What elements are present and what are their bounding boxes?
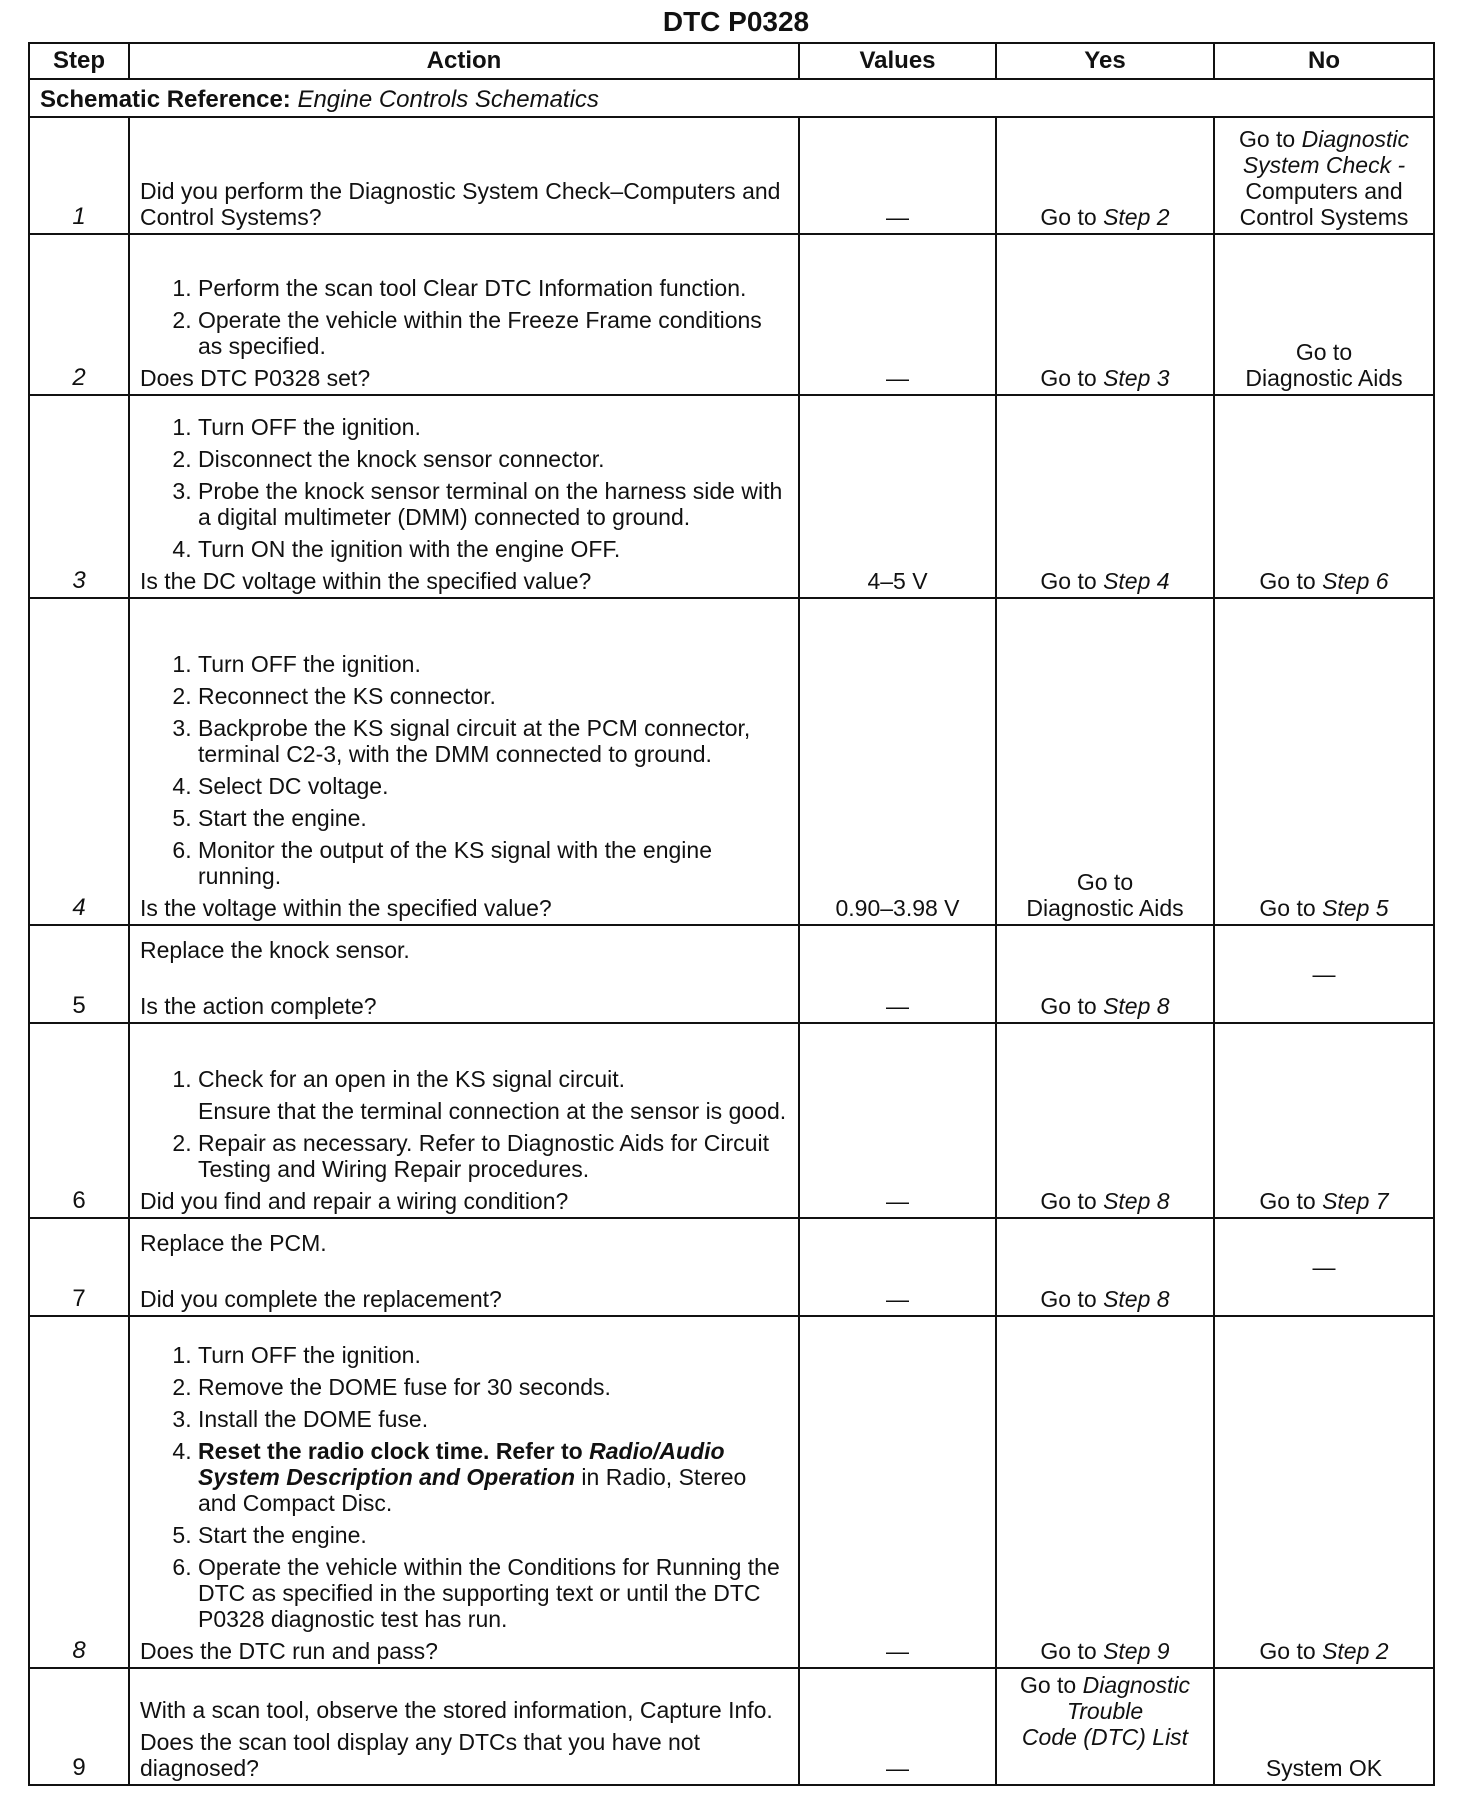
header-no: No <box>1214 43 1434 79</box>
action-list: 1. Turn OFF the ignition. 2. Disconnect the knock sensor connector. 3. Probe the knock sensor terminal on the harness side with a digital multimeter (DMM) connected to ground. 4. Turn ON the ignition with the engine OFF. <box>140 414 788 562</box>
yes-cell: Go to Step 8 <box>996 1218 1214 1316</box>
yes-cell: Go to Step 9 <box>996 1316 1214 1668</box>
question: Does the scan tool display any DTCs that you have not diagnosed? <box>140 1729 700 1781</box>
action-cell <box>129 925 799 1023</box>
yes-cell: Go to Step 8 <box>996 925 1214 1023</box>
table-row <box>29 234 1434 395</box>
no-cell: Go to Diagnostic Aids <box>1214 234 1434 395</box>
action-cell <box>129 117 799 234</box>
action-cell <box>129 598 799 925</box>
no-cell: Go to Step 6 <box>1214 395 1434 598</box>
question: Is the action complete? <box>140 993 377 1019</box>
step-number: 1 <box>29 117 129 234</box>
step-number: 6 <box>29 1023 129 1218</box>
action-list: 1. Turn OFF the ignition. 2. Remove the DOME fuse for 30 seconds. 3. Install the DOME fuse. 4. Reset the radio clock time. Refer to Radio/Audio System Description and Operation in Radio, Stereo and Compact Disc. 5. Start the engine. 6. Operate the vehicle within the Conditions for Running the DTC as specified in the supporting text or until the DTC P0328 diagnostic test has run. <box>140 1342 788 1632</box>
action-list: 1. Perform the scan tool Clear DTC Information function. 2. Operate the vehicle within the Freeze Frame conditions as specified. <box>140 275 788 359</box>
action-cell <box>129 1218 799 1316</box>
action-cell <box>129 1023 799 1218</box>
yes-cell: Go to Step 3 <box>996 234 1214 395</box>
no-cell: System OK <box>1214 1668 1434 1785</box>
step-number: 9 <box>29 1668 129 1785</box>
action-cell <box>129 1668 799 1785</box>
header-action: Action <box>129 43 799 79</box>
action-text: With a scan tool, observe the stored information, Capture Info. <box>140 1697 773 1723</box>
yes-cell: Go to Step 2 <box>996 117 1214 234</box>
no-cell: Go to Step 5 <box>1214 598 1434 925</box>
page-title: DTC P0328 <box>662 6 810 37</box>
question: Does the DTC run and pass? <box>140 1638 438 1664</box>
step-number: 3 <box>29 395 129 598</box>
table-row <box>29 1218 1434 1316</box>
table-row <box>29 1316 1434 1668</box>
header-row <box>29 43 1434 79</box>
table-row <box>29 1023 1434 1218</box>
question: Is the voltage within the specified value? <box>140 895 552 921</box>
step-number: 5 <box>29 925 129 1023</box>
table-row <box>29 925 1434 1023</box>
question: Did you find and repair a wiring condition? <box>140 1188 569 1214</box>
action-cell <box>129 395 799 598</box>
values-cell: 0.90–3.98 V <box>799 598 996 925</box>
yes-cell: Go to Step 4 <box>996 395 1214 598</box>
action-text: Replace the knock sensor. <box>140 937 410 963</box>
no-cell: — <box>1214 925 1434 1023</box>
values-cell: — <box>799 234 996 395</box>
step-number: 8 <box>29 1316 129 1668</box>
no-cell: Go to Step 7 <box>1214 1023 1434 1218</box>
no-cell: Go to Step 2 <box>1214 1316 1434 1668</box>
action-list: 1. Check for an open in the KS signal circuit. Ensure that the terminal connection at the sensor is good. 2. Repair as necessary. Refer to Diagnostic Aids for Circuit Testing and Wiring Repair procedures. <box>140 1066 788 1182</box>
table-row <box>29 598 1434 925</box>
table-row <box>29 117 1434 234</box>
values-cell: — <box>799 1218 996 1316</box>
action-text: Replace the PCM. <box>140 1230 327 1256</box>
yes-cell: Go to Diagnostic Aids <box>996 598 1214 925</box>
action-list: 1. Turn OFF the ignition. 2. Reconnect the KS connector. 3. Backprobe the KS signal circuit at the PCM connector, terminal C2-3, with the DMM connected to ground. 4. Select DC voltage. 5. Start the engine. 6. Monitor the output of the KS signal with the engine running. <box>140 651 788 889</box>
values-cell: — <box>799 1316 996 1668</box>
question: Did you complete the replacement? <box>140 1286 502 1312</box>
table-row <box>29 1668 1434 1785</box>
no-cell: — <box>1214 1218 1434 1316</box>
schematic-reference: Schematic Reference: Engine Controls Schematics <box>29 79 1434 117</box>
values-cell: — <box>799 117 996 234</box>
step-number: 2 <box>29 234 129 395</box>
table-row <box>29 395 1434 598</box>
yes-cell: Go to Step 8 <box>996 1023 1214 1218</box>
schematic-row <box>29 79 1434 117</box>
header-yes: Yes <box>996 43 1214 79</box>
values-cell: 4–5 V <box>799 395 996 598</box>
action-cell <box>129 234 799 395</box>
dtc-table <box>28 42 1435 1786</box>
values-cell: — <box>799 1023 996 1218</box>
values-cell: — <box>799 1668 996 1785</box>
no-cell: Go to Diagnostic System Check - Computers and Control Systems <box>1214 117 1434 234</box>
yes-cell: Go to Diagnostic Trouble Code (DTC) List <box>996 1668 1214 1785</box>
step-number: 4 <box>29 598 129 925</box>
action-cell <box>129 1316 799 1668</box>
question: Is the DC voltage within the specified value? <box>140 568 592 594</box>
values-cell: — <box>799 925 996 1023</box>
header-values: Values <box>799 43 996 79</box>
question: Did you perform the Diagnostic System Check–Computers and Control Systems? <box>140 178 781 230</box>
step-number: 7 <box>29 1218 129 1316</box>
question: Does DTC P0328 set? <box>140 365 371 391</box>
header-step: Step <box>29 43 129 79</box>
